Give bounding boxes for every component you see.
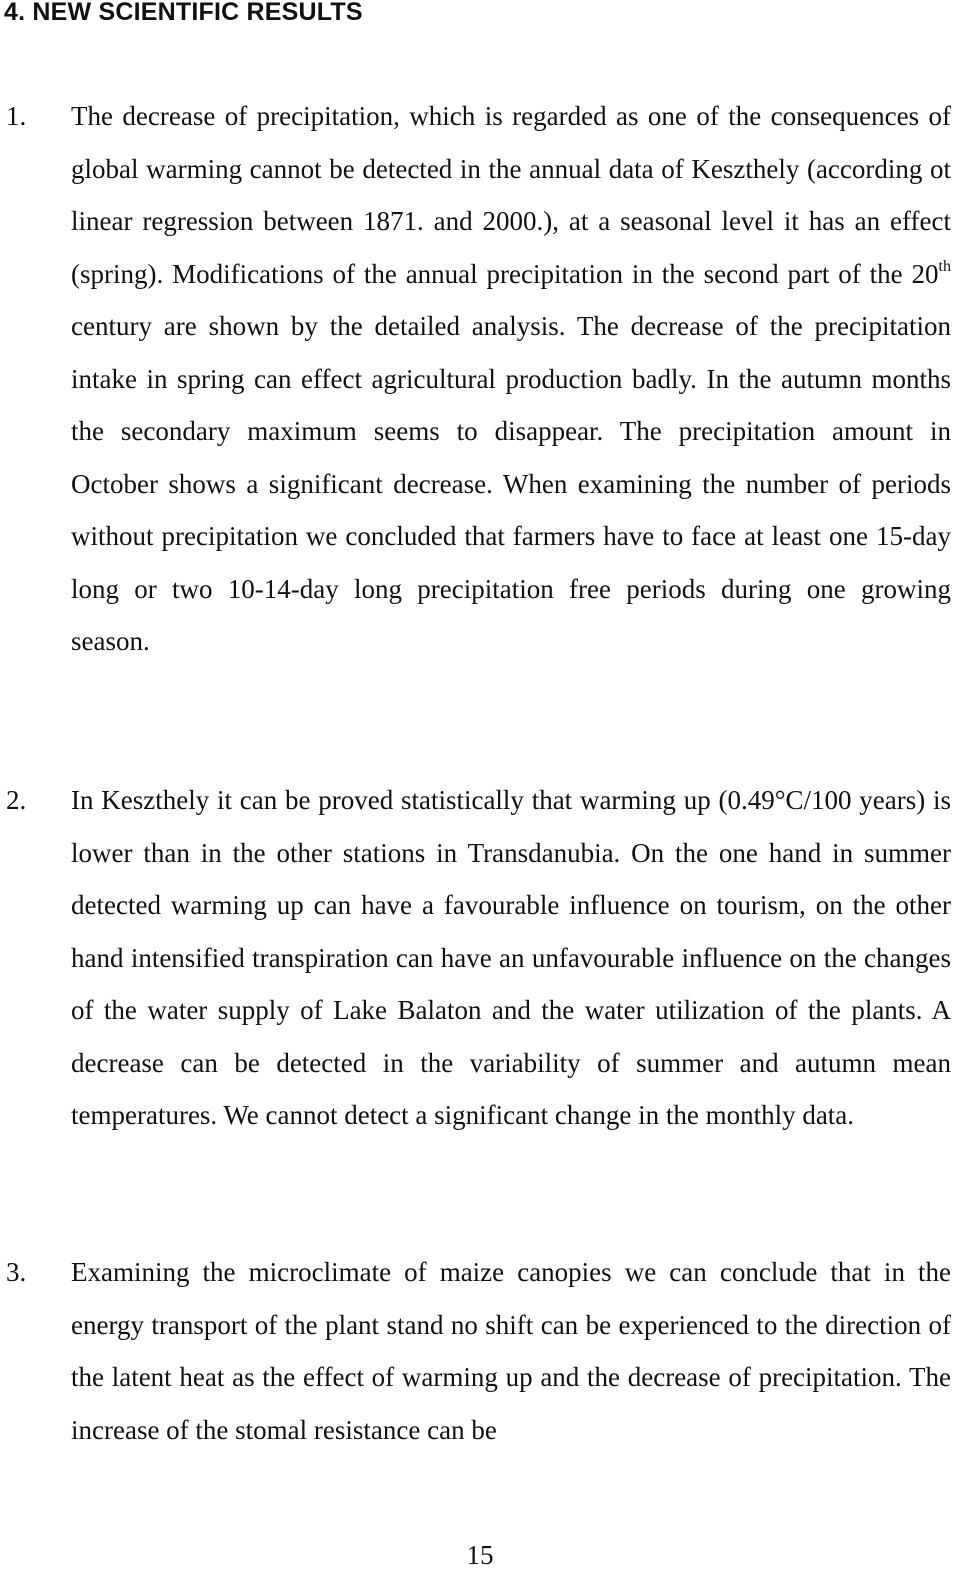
result-number: 2. <box>6 785 27 815</box>
result-text <box>71 90 951 668</box>
result-text: Examining the microclimate of maize canopies we can conclude that in the energy transport of the plant stand no shift can be experienced to the direction of the latent heat as the effect of warming up and the decrease of precipitation. The increase of the stomal resistance can be <box>71 1257 951 1445</box>
result-text: In Keszthely it can be proved statistically that warming up (0.49°C/100 years) is lower than in the other stations in Transdanubia. On the one hand in summer detected warming up can have a favourable influence on tourism, on the other hand intensified transpiration can have an unfavourable influence on the changes of the water supply of Lake Balaton and the water utilization of the plants. A decrease can be detected in the variability of summer and autumn mean temperatures. We cannot detect a significant change in the monthly data. <box>71 785 951 1130</box>
page-number: 15 <box>466 1540 494 1570</box>
result-number: 1. <box>6 101 27 131</box>
superscript: th <box>938 257 951 275</box>
result-text-part: century are shown by the detailed analysis. The decrease of the precipitation intake in spring can effect agricultural production badly. In the autumn months the secondary maximum seems to disappear. The precipitation amount in October shows a significant decrease. When examining the number of periods without precipitation we concluded that farmers have to face at least one 15-day long or two 10-14-day long precipitation free periods during one growing season. <box>71 311 951 656</box>
result-text-part: The decrease of precipitation, which is regarded as one of the consequences of global warming cannot be detected in the annual data of Keszthely (according ot linear regression between 1871. and 2000.), at a seasonal level it has an effect (spring). Modifications of the annual precipitation in the second part of the 20 <box>71 101 951 289</box>
section-heading: 4. NEW SCIENTIFIC RESULTS <box>4 0 363 26</box>
result-number: 3. <box>6 1257 27 1287</box>
